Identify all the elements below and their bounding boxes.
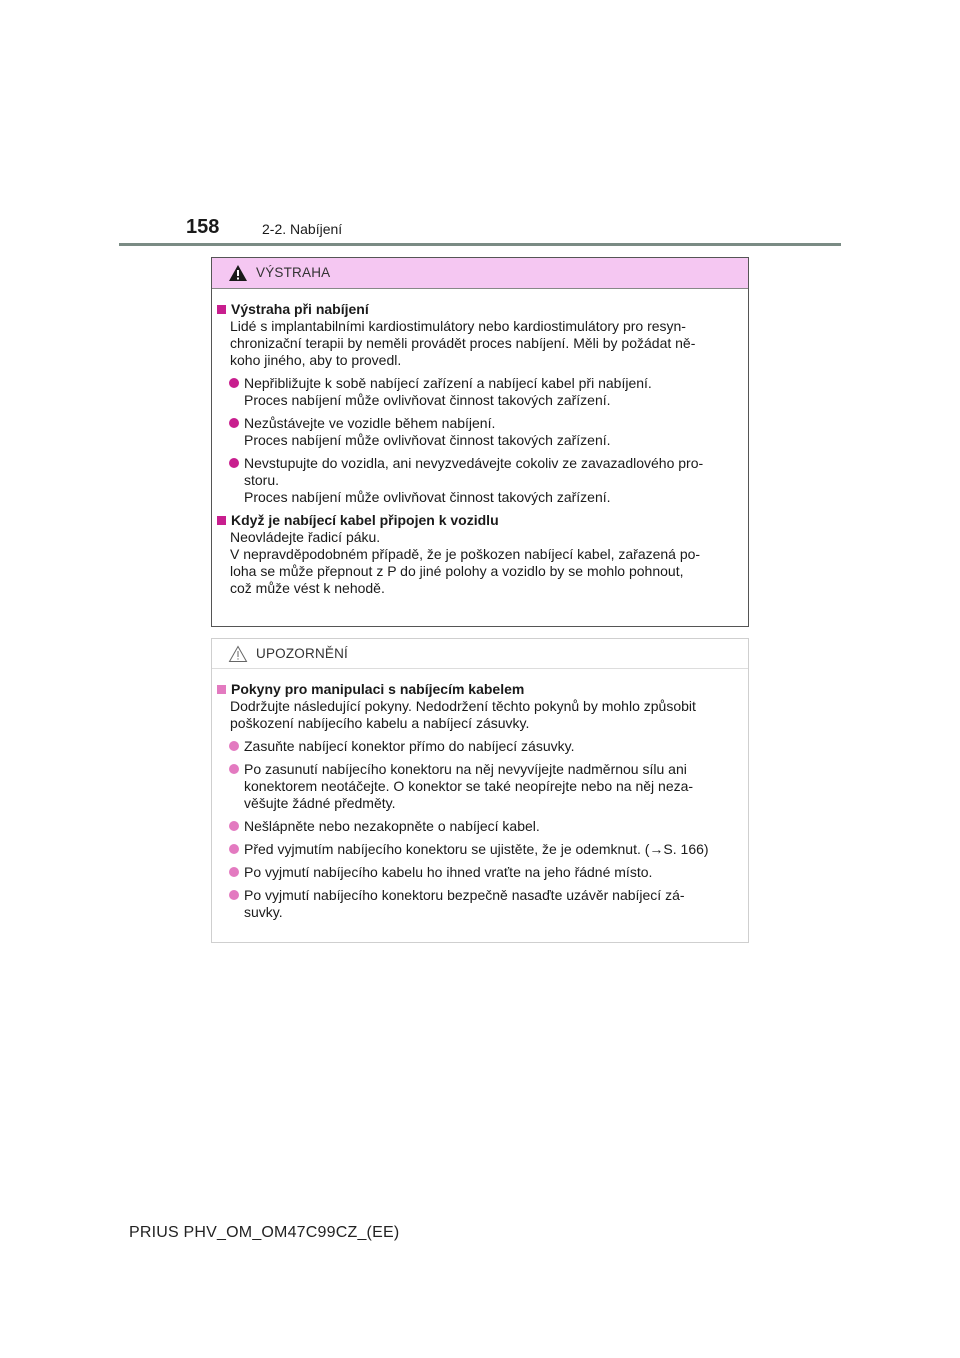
list-item: Před vyjmutím nabíjecího konektoru se ujistěte, že je odemknut. (→S. 166) — [229, 841, 742, 858]
header-rule — [119, 243, 841, 246]
list-item: Zasuňte nabíjecí konektor přímo do nabíjecí zásuvky. — [229, 738, 742, 755]
caution-box-header — [212, 639, 748, 669]
warning-paragraph: Neovládejte řadicí páku. V nepravděpodobném případě, že je poškozen nabíjecí kabel, zařazená po- loha se může přepnout z P do jiné polohy a vozidlo by se mohlo pohnout, což může vést k nehodě. — [230, 529, 701, 596]
round-bullet-icon — [229, 458, 239, 468]
page-header — [0, 0, 960, 260]
page-number: 158 — [186, 216, 220, 238]
model-code-footer: PRIUS PHV_OM_OM47C99CZ_(EE) — [129, 1224, 400, 1241]
section-title: 2-2. Nabíjení — [262, 221, 343, 237]
square-bullet-icon — [217, 516, 226, 525]
warning-label: VÝSTRAHA — [256, 265, 331, 280]
list-item: Po zasunutí nabíjecího konektoru na něj nevyvíjejte nadměrnou sílu ani konektorem neotáčejte. O konektor se také neopírejte nebo na něj neza- věšujte žádné předměty. — [229, 761, 742, 812]
caution-paragraph: Dodržujte následující pokyny. Nedodržení těchto pokynů by mohlo způsobit poškození nabíjecího kabelu a nabíjecí zásuvky. — [230, 698, 696, 731]
round-bullet-icon — [229, 890, 239, 900]
warning-body — [212, 289, 748, 597]
caution-section-heading: Pokyny pro manipulaci s nabíjecím kabelem — [217, 681, 742, 698]
warning-triangle-icon — [228, 264, 248, 282]
caution-body — [212, 669, 748, 921]
round-bullet-icon — [229, 844, 239, 854]
caution-box — [211, 638, 749, 943]
square-bullet-icon — [217, 305, 226, 314]
round-bullet-icon — [229, 378, 239, 388]
warning-section-heading: Když je nabíjecí kabel připojen k vozidlu — [217, 512, 742, 529]
list-item: Nevstupujte do vozidla, ani nevyzvedávejte cokoliv ze zavazadlového pro- storu. Proces nabíjení může ovlivňovat činnost takových zařízení. — [229, 455, 742, 506]
list-item: Nepřibližujte k sobě nabíjecí zařízení a nabíjecí kabel při nabíjení. Proces nabíjení může ovlivňovat činnost takových zařízení. — [229, 375, 742, 409]
list-item: Nezůstávejte ve vozidle během nabíjení. Proces nabíjení může ovlivňovat činnost takových zařízení. — [229, 415, 742, 449]
list-item: Po vyjmutí nabíjecího konektoru bezpečně nasaďte uzávěr nabíjecí zá- suvky. — [229, 887, 742, 921]
caution-triangle-icon — [228, 645, 248, 663]
round-bullet-icon — [229, 418, 239, 428]
list-item: Po vyjmutí nabíjecího kabelu ho ihned vraťte na jeho řádné místo. — [229, 864, 742, 881]
square-bullet-icon — [217, 685, 226, 694]
round-bullet-icon — [229, 867, 239, 877]
round-bullet-icon — [229, 764, 239, 774]
list-item: Nešlápněte nebo nezakopněte o nabíjecí kabel. — [229, 818, 742, 835]
warning-paragraph: Lidé s implantabilními kardiostimulátory nebo kardiostimulátory pro resyn- chronizační terapii by neměli provádět proces nabíjení. Měli by požádat ně- koho jiného, aby to provedl. — [230, 318, 696, 368]
round-bullet-icon — [229, 821, 239, 831]
warning-box-header — [212, 258, 748, 289]
round-bullet-icon — [229, 741, 239, 751]
warning-box — [211, 257, 749, 627]
caution-label: UPOZORNĚNÍ — [256, 646, 349, 661]
warning-section-heading: Výstraha při nabíjení — [217, 301, 742, 318]
